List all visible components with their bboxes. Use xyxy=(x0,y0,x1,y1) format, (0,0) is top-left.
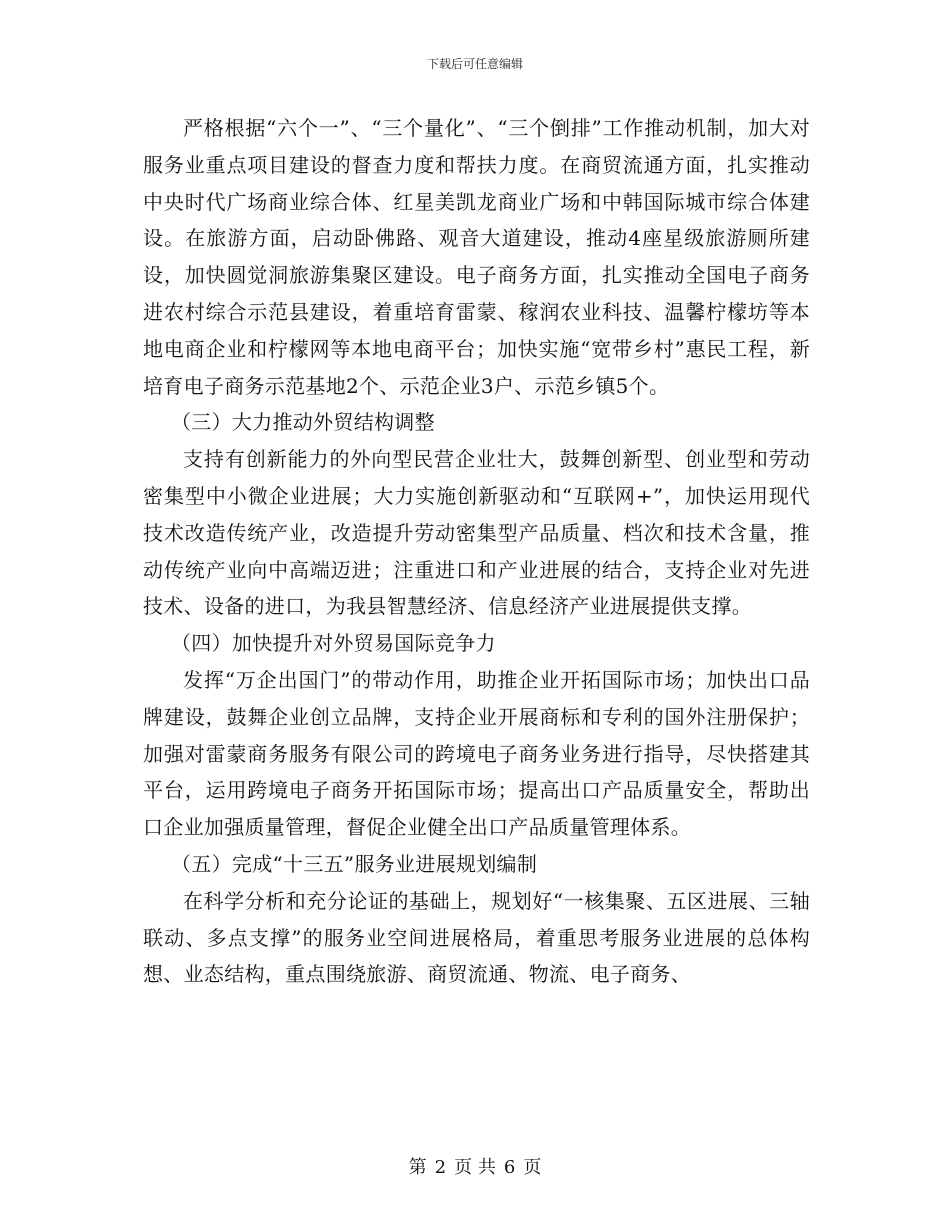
paragraph: 在科学分析和充分论证的基础上，规划好“一核集聚、五区进展、三轴联动、多点支撑”的服务业空间进展格局，着重思考服务业进展的总体构想、业态结构，重点围绕旅游、商贸流通、物流、电子商务、 xyxy=(143,888,810,987)
footer-prefix: 第 xyxy=(408,1157,427,1178)
footer-middle: 页 共 xyxy=(454,1157,496,1178)
section-heading: （四）加快提升对外贸易国际竞争力 xyxy=(171,631,496,656)
paragraph: 支持有创新能力的外向型民营企业壮大，鼓舞创新型、创业型和劳动密集型中小微企业进展；大力实施创新驱动和“互联网+”，加快运用现代技术改造传统产业，改造提升劳动密集型产品质量、档次和技术含量，推动传统产业向中高端迈进；注重进口和产业进展的结合，支持企业对先进技术、设备的进口，为我县智慧经济、信息经济产业进展提供支撑。 xyxy=(143,447,810,619)
paragraph: 严格根据“六个一”、“三个量化”、“三个倒排”工作推动机制，加大对服务业重点项目建设的督查力度和帮扶力度。在商贸流通方面，扎实推动中央时代广场商业综合体、红星美凯龙商业广场和中韩国际城市综合体建设。在旅游方面，启动卧佛路、观音大道建设，推动4座星级旅游厕所建设，加快圆觉洞旅游集聚区建设。电子商务方面，扎实推动全国电子商务进农村综合示范县建设，着重培育雷蒙、稼润农业科技、温馨柠檬坊等本地电商企业和柠檬网等本地电商平台；加快实施“宽带乡村”惠民工程，新培育电子商务示范基地2个、示范企业3户、示范乡镇5个。 xyxy=(143,116,810,398)
footer-total-pages: 6 xyxy=(503,1157,516,1178)
section-heading: （五）完成“十三五”服务业进展规划编制 xyxy=(171,851,538,876)
page-footer xyxy=(0,1153,950,1179)
section-heading: （三）大力推动外贸结构调整 xyxy=(171,410,435,435)
footer-suffix: 页 xyxy=(523,1157,542,1178)
header-note: 下载后可任意编辑 xyxy=(426,57,523,71)
paragraph: 发挥“万企出国门”的带动作用，助推企业开拓国际市场；加快出口品牌建设，鼓舞企业创立品牌，支持企业开展商标和专利的国外注册保护；加强对雷蒙商务服务有限公司的跨境电子商务业务进行指导，尽快搭建其平台，运用跨境电子商务开拓国际市场；提高出口产品质量安全，帮助出口企业加强质量管理，督促企业健全出口产品质量管理体系。 xyxy=(143,667,810,840)
footer-page-number: 2 xyxy=(434,1157,447,1178)
document-body xyxy=(143,110,810,993)
